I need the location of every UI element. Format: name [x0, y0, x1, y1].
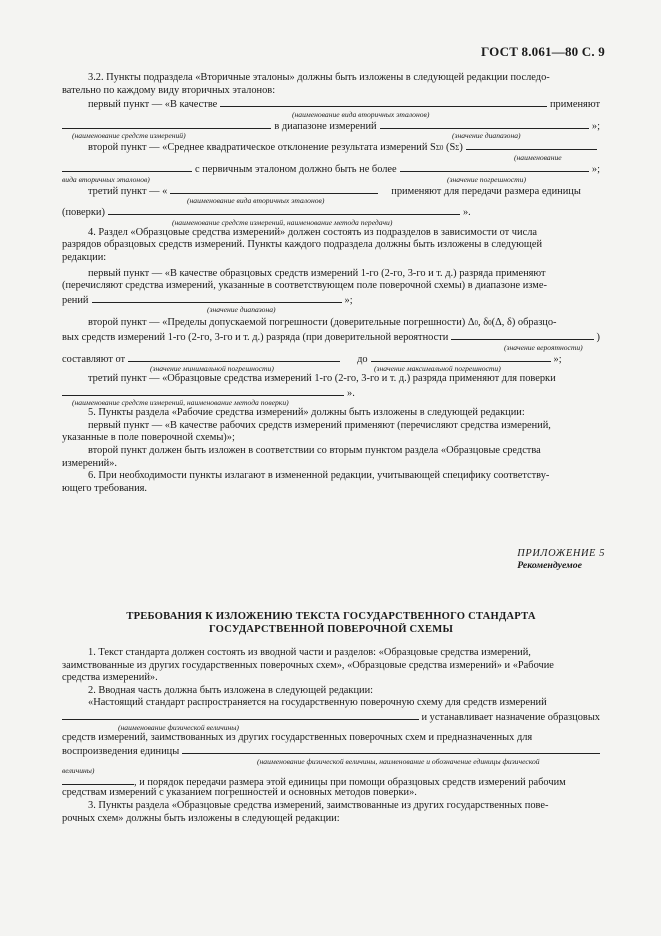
blank-line	[62, 119, 271, 129]
p4-line5: (перечисляют средства измерений, указанные в соответствующем поле поверочной схемы) в диапазоне изме-	[62, 280, 547, 292]
a2-line7: средствам измерений с указанием погрешностей и основных методов поверки».	[62, 787, 417, 799]
caption: (значение погрешности)	[447, 174, 526, 184]
p32-line8	[62, 205, 600, 218]
caption: (наименование	[514, 152, 562, 162]
caption: (значение вероятности)	[504, 342, 583, 352]
caption-row	[62, 398, 600, 407]
p32-line1: 3.2. Пункты подраздела «Вторичные эталоны» должны быть изложены в следующей редакции последо-	[88, 72, 550, 83]
p4-text: рений	[62, 294, 89, 306]
caption-row	[62, 766, 600, 775]
caption-row	[62, 110, 600, 119]
caption: (наименование средств измерений, наименование метода поверки)	[72, 398, 289, 408]
blank-line	[92, 293, 342, 303]
p32-text: второй пункт — «Среднее квадратическое отклонение результата измерений S	[88, 142, 436, 154]
p32-text: »;	[591, 120, 601, 132]
blank-line	[62, 162, 192, 172]
title-line2: ГОСУДАРСТВЕННОЙ ПОВЕРОЧНОЙ СХЕМЫ	[208, 623, 454, 635]
p32-text: ».	[462, 207, 471, 219]
p4-line6	[62, 293, 600, 306]
p32-line2: вательно по каждому виду вторичных эталонов:	[62, 84, 276, 96]
appendix-body	[62, 647, 600, 825]
p32-line3	[62, 97, 600, 110]
caption: (наименование физической величины, наименование и обозначение единицы физической	[257, 756, 540, 766]
p32-line4	[62, 119, 600, 132]
p4-line11	[62, 386, 600, 399]
blank-line	[371, 352, 551, 362]
p4-text: составляют от	[62, 353, 126, 365]
appendix-status: Рекомендуемое	[517, 560, 583, 571]
p32-text: первый пункт — «В качестве	[88, 99, 218, 111]
a2-text: воспроизведения единицы	[62, 746, 180, 758]
caption: (наименование средств измерений, наименование метода передачи)	[172, 217, 393, 227]
a2-text: , и порядок передачи размера этой единицы при помощи образцовых средств измерений рабочим	[134, 776, 566, 788]
blank-line	[108, 205, 460, 215]
blank-line	[182, 744, 600, 754]
caption: (наименование вида вторичных эталонов)	[187, 196, 325, 206]
caption: (наименование физической величины)	[118, 722, 239, 732]
blank-line	[128, 352, 340, 362]
p32-text: применяют	[549, 99, 600, 111]
caption: (наименование средств измерений)	[72, 131, 186, 141]
p4-text: второй пункт — «Пределы допускаемой погрешности (доверительные погрешности) Δ	[88, 317, 475, 329]
caption-row	[62, 305, 600, 314]
blank-line	[62, 710, 419, 720]
appendix-label	[517, 548, 605, 572]
p4-text: )	[596, 331, 600, 343]
blank-line	[220, 97, 547, 107]
p32-text: (поверки)	[62, 207, 105, 219]
p4-text: ».	[347, 387, 355, 399]
blank-line	[170, 184, 378, 194]
caption: вида вторичных эталонов)	[62, 174, 150, 184]
blank-line	[466, 140, 597, 150]
p5-line1: 5. Пункты раздела «Рабочие средства измерений» должны быть изложены в следующей редакции:	[88, 407, 525, 419]
a2-line4: средств измерений, заимствованных из других государственных поверочных схем и предназначенных для	[62, 731, 533, 743]
a2-line2: «Настоящий стандарт распространяется на государственную поверочную схему для средств измерений	[88, 697, 547, 709]
a2-text: и устанавливает назначение образцовых	[421, 711, 600, 723]
blank-line	[400, 162, 589, 172]
p4-text: вых средств измерений 1-го (2-го, 3-го и т. д.) разряда (при доверительной вероятности	[62, 331, 449, 343]
p32-line6	[62, 162, 600, 175]
caption-row	[62, 153, 600, 162]
p4-text: (Δ, δ) образцо-	[491, 317, 557, 329]
p6-line1: 6. При необходимости пункты излагают в измененной редакции, учитывающей специфику соответству-	[88, 470, 550, 482]
p4-line1: 4. Раздел «Образцовые средства измерений» должен состоять из подразделов в зависимости от числа	[88, 226, 537, 238]
section-title	[62, 611, 600, 636]
caption: (значение диапазона)	[452, 131, 521, 141]
caption-row	[62, 757, 600, 766]
caption: (наименование вида вторичных эталонов)	[292, 109, 430, 119]
p5-line5: измерений».	[62, 457, 117, 469]
p4-text: »;	[344, 294, 353, 306]
p5-line3: указанные в поле поверочной схемы)»;	[62, 432, 235, 444]
p6-line2: ющего требования.	[62, 482, 148, 494]
p32-text: »;	[591, 163, 600, 175]
p5-line4: второй пункт должен быть изложен в соответствии со вторым пунктом раздела «Образцовые средства	[88, 445, 541, 457]
p4-line8	[62, 330, 600, 343]
p32-line7	[62, 184, 600, 197]
p4-line3: редакции:	[62, 251, 107, 263]
caption: (значение минимальной погрешности)	[150, 364, 274, 374]
p4-text: до	[357, 353, 368, 365]
a2-line1: 2. Вводная часть должна быть изложена в следующей редакции:	[88, 684, 374, 696]
p4-line4: первый пункт — «В качестве образцовых средств измерений 1-го (2-го, 3-го и т. д.) разряда применяют	[88, 267, 546, 279]
p32-text: (S	[446, 142, 456, 154]
a1-line1: 1. Текст стандарта должен состоять из вводной части и разделов: «Образцовые средства измерений,	[88, 647, 531, 658]
title-line1: ТРЕБОВАНИЯ К ИЗЛОЖЕНИЮ ТЕКСТА ГОСУДАРСТВЕННОГО СТАНДАРТА	[126, 611, 536, 622]
p32-text: с первичным эталоном должно быть не более	[195, 163, 397, 175]
a2-line5	[62, 744, 600, 757]
a1-line3: средства измерений».	[62, 672, 158, 684]
a2-line6	[62, 775, 600, 788]
caption: (значение максимальной погрешности)	[374, 364, 501, 374]
blank-line	[62, 386, 344, 396]
p32-text: )	[459, 142, 463, 154]
a3-line1: 3. Пункты раздела «Образцовые средства измерений, заимствованные из других государственных пове-	[88, 799, 549, 811]
p4-text: , δ	[478, 317, 489, 329]
p4-text: »;	[553, 353, 562, 365]
p32-text: применяют для передачи размера единицы	[391, 185, 581, 197]
caption-row	[62, 175, 600, 184]
caption-row	[62, 723, 600, 732]
a2-line3	[62, 710, 600, 723]
p4-line10: третий пункт — «Образцовые средства измерений 1-го (2-го, 3-го и т. д.) разряда применяют для поверки	[88, 373, 556, 385]
caption-row	[62, 196, 600, 205]
caption-row	[62, 218, 600, 227]
caption: величины)	[62, 765, 95, 775]
section-3-6	[62, 72, 600, 495]
a1-line2: заимствованные из других государственных поверочных схем», «Образцовые средства измерений» и «Рабочие	[62, 659, 554, 671]
p32-text: в диапазоне измерений	[274, 120, 377, 132]
caption-row	[62, 364, 600, 373]
p5-line2: первый пункт — «В качестве рабочих средств измерений применяют (перечисляют средства измерений,	[88, 419, 551, 431]
p32-line5: второй пункт — «Среднее квадратическое отклонение результата измерений S Σ0 (S Σ )	[62, 140, 600, 153]
appendix-number: ПРИЛОЖЕНИЕ 5	[517, 548, 605, 559]
blank-line	[451, 330, 593, 340]
caption-row	[62, 131, 600, 140]
a3-line2: рочных схем» должны быть изложены в следующей редакции:	[62, 812, 340, 824]
p4-line9	[62, 352, 600, 365]
page-header: ГОСТ 8.061—80 С. 9	[480, 44, 605, 59]
blank-line	[380, 119, 589, 129]
caption: (значение диапазона)	[207, 305, 276, 315]
blank-line	[62, 775, 134, 785]
p32-text: третий пункт — «	[88, 185, 168, 197]
caption-row	[62, 343, 600, 352]
p4-line2: разрядов образцовых средств измерений. Пункты каждого подраздела должны быть изложены в следующей	[62, 239, 543, 251]
p4-line7: второй пункт — «Пределы допускаемой погрешности (доверительные погрешности) Δ 0 , δ 0 (Δ, δ) образцо-	[88, 317, 557, 329]
